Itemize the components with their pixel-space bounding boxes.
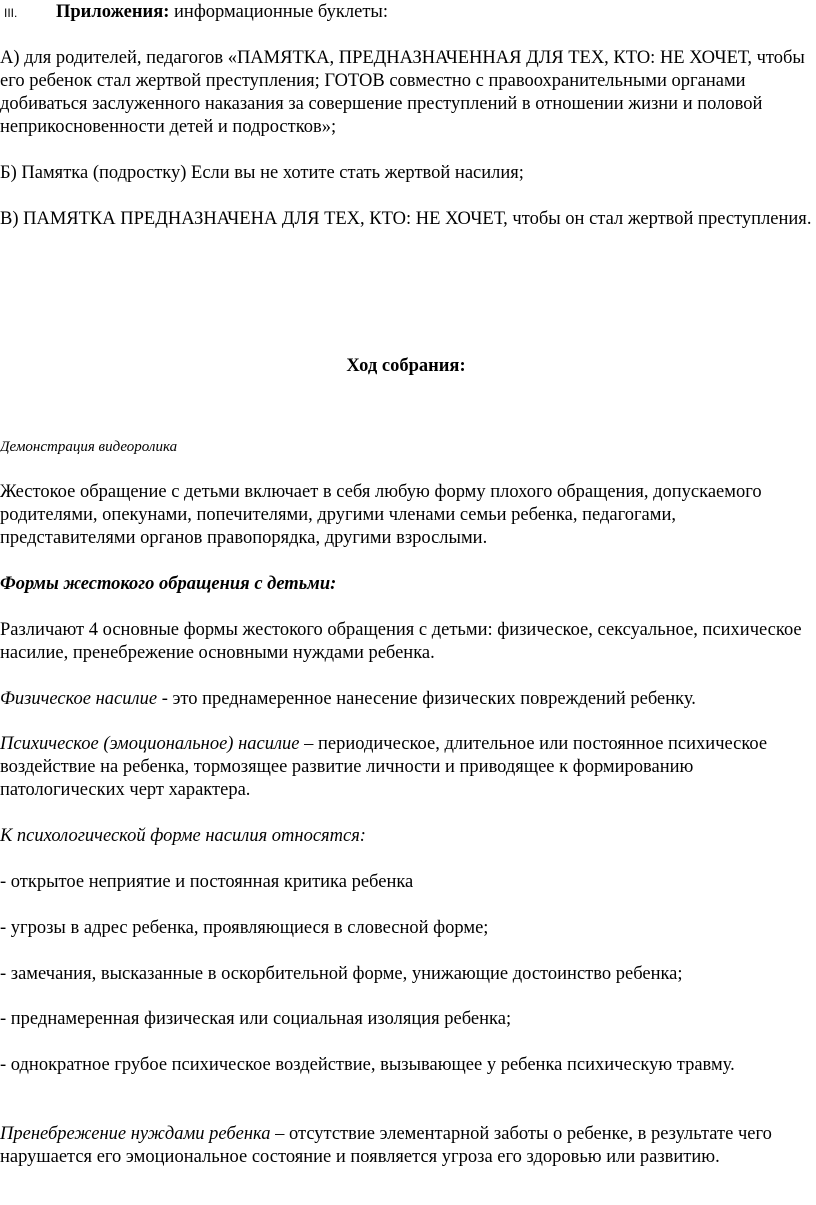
physical-violence-definition: Физическое насилие - это преднамеренное нанесение физических повреждений ребенку.	[0, 689, 696, 709]
appendix-item-a: А) для родителей, педагогов «ПАМЯТКА, ПРЕДНАЗНАЧЕННАЯ ДЛЯ ТЕХ, КТО: НЕ ХОЧЕТ, чтобы его ребенок стал жертвой преступления; ГОТОВ совместно с правоохранительными органами добиваться заслуженного наказания за совершение преступлений в отношении жизни и половой неприкосновенности детей и подростков»;	[0, 48, 805, 137]
meeting-heading: Ход собрания:	[346, 356, 466, 376]
list-item: - открытое неприятие и постоянная критика ребенка	[0, 872, 414, 892]
forms-heading: Формы жестокого обращения с детьми:	[0, 574, 337, 594]
appendix-item-c: В) ПАМЯТКА ПРЕДНАЗНАЧЕНА ДЛЯ ТЕХ, КТО: НЕ ХОЧЕТ, чтобы он стал жертвой преступления.	[0, 209, 812, 229]
list-item: - угрозы в адрес ребенка, проявляющиеся в словесной форме;	[0, 918, 489, 938]
list-item: - однократное грубое психическое воздействие, вызывающее у ребенка психическую травму.	[0, 1055, 735, 1075]
forms-paragraph: Различают 4 основные формы жестокого обращения с детьми: физическое, сексуальное, психическое насилие, пренебрежение основными нуждами ребенка.	[0, 620, 802, 663]
psychological-violence-definition: Психическое (эмоциональное) насилие – периодическое, длительное или постоянное психическое воздействие на ребенка, тормозящее развитие личности и приводящее к формированию патологических черт характера.	[0, 734, 768, 800]
intro-paragraph: Жестокое обращение с детьми включает в себя любую форму плохого обращения, допускаемого родителями, опекунами, попечителями, другими членами семьи ребенка, педагогами, представителями органов правопорядка, другими взрослыми.	[0, 482, 762, 548]
neglect-definition: Пренебрежение нуждами ребенка – отсутствие элементарной заботы о ребенке, в результате чего нарушается его эмоциональное состояние и появляется угроза его здоровью или развитию.	[0, 1124, 772, 1167]
appendix-item-b: Б) Памятка (подростку) Если вы не хотите стать жертвой насилия;	[0, 163, 524, 183]
section-heading	[0, 1, 812, 25]
psychological-violence-term: Психическое (эмоциональное) насилие	[0, 734, 300, 754]
section-number: III.	[4, 6, 18, 20]
psych-forms-heading: К психологической форме насилия относятся:	[0, 826, 366, 846]
list-item: - преднамеренная физическая или социальная изоляция ребенка;	[0, 1009, 512, 1029]
physical-violence-term: Физическое насилие	[0, 689, 158, 709]
video-demo-label: Демонстрация видеоролика	[0, 439, 178, 455]
neglect-term: Пренебрежение нуждами ребенка	[0, 1124, 271, 1144]
section-subtitle: информационные буклеты:	[169, 2, 388, 22]
list-item: - замечания, высказанные в оскорбительной форме, унижающие достоинство ребенка;	[0, 964, 683, 984]
section-title: Приложения:	[56, 2, 170, 22]
